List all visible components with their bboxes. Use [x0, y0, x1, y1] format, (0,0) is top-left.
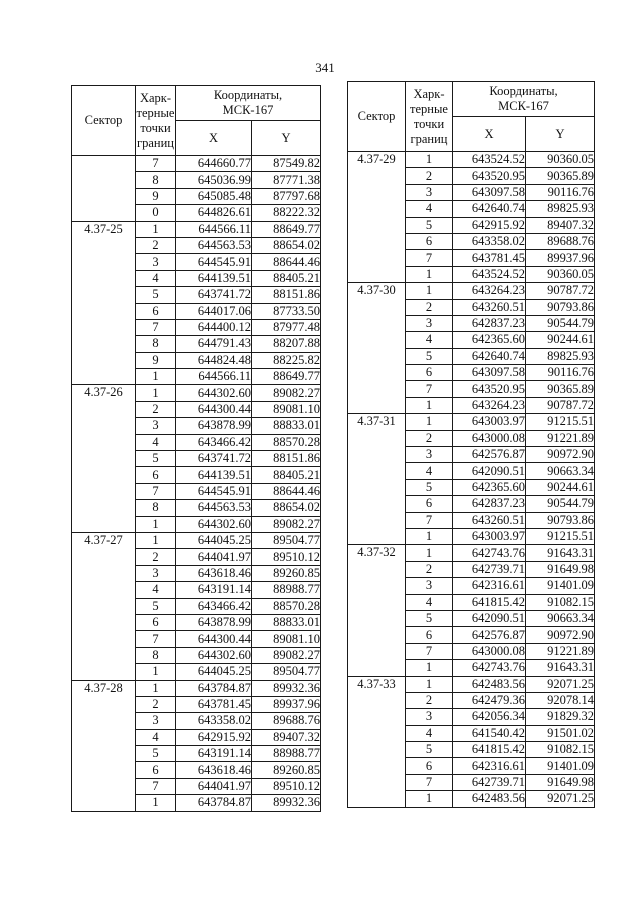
point-cell: 5	[136, 598, 176, 614]
x-cell: 641815.42	[453, 742, 526, 758]
y-cell: 89825.93	[526, 201, 595, 217]
x-cell: 642640.74	[453, 348, 526, 364]
point-cell: 1	[406, 414, 453, 430]
x-cell: 644826.61	[176, 205, 252, 221]
y-cell: 88151.86	[252, 451, 321, 467]
y-cell: 89081.10	[252, 631, 321, 647]
x-cell: 642316.61	[453, 578, 526, 594]
point-cell: 5	[136, 451, 176, 467]
x-cell: 643878.99	[176, 418, 252, 434]
x-cell: 645036.99	[176, 172, 252, 188]
y-cell: 91221.89	[526, 430, 595, 446]
coordinates-table-left	[71, 85, 321, 812]
point-cell: 1	[136, 532, 176, 548]
x-cell: 644041.97	[176, 778, 252, 794]
x-cell: 643097.58	[453, 365, 526, 381]
y-cell: 89688.76	[526, 233, 595, 249]
y-cell: 88570.28	[252, 598, 321, 614]
point-cell: 9	[136, 352, 176, 368]
x-cell: 642576.87	[453, 447, 526, 463]
y-cell: 89510.12	[252, 778, 321, 794]
x-cell: 642479.36	[453, 692, 526, 708]
point-cell: 1	[406, 791, 453, 807]
table-row	[72, 385, 321, 401]
y-cell: 89937.96	[526, 250, 595, 266]
x-cell: 644302.60	[176, 385, 252, 401]
table-row	[348, 414, 595, 430]
y-header: Y	[252, 121, 321, 156]
x-cell: 643520.95	[453, 381, 526, 397]
y-cell: 88225.82	[252, 352, 321, 368]
x-cell: 643358.02	[176, 713, 252, 729]
point-cell: 8	[136, 172, 176, 188]
point-cell: 3	[136, 713, 176, 729]
point-cell: 5	[406, 217, 453, 233]
point-cell: 7	[136, 156, 176, 172]
point-cell: 2	[406, 430, 453, 446]
point-cell: 1	[136, 795, 176, 811]
x-cell: 643003.97	[453, 528, 526, 544]
point-cell: 5	[406, 742, 453, 758]
point-cell: 7	[406, 643, 453, 659]
point-cell: 6	[406, 758, 453, 774]
x-cell: 644545.91	[176, 483, 252, 499]
y-cell: 87771.38	[252, 172, 321, 188]
y-cell: 89937.96	[252, 696, 321, 712]
x-cell: 643784.87	[176, 795, 252, 811]
y-cell: 90972.90	[526, 447, 595, 463]
x-cell: 643358.02	[453, 233, 526, 249]
point-cell: 1	[136, 385, 176, 401]
y-cell: 90365.89	[526, 381, 595, 397]
sector-cell: 4.37-31	[348, 414, 406, 545]
x-cell: 644300.44	[176, 401, 252, 417]
x-cell: 644660.77	[176, 156, 252, 172]
y-cell: 88833.01	[252, 614, 321, 630]
point-cell: 4	[136, 582, 176, 598]
sector-cell: 4.37-30	[348, 283, 406, 414]
x-cell: 643097.58	[453, 184, 526, 200]
point-cell: 2	[136, 237, 176, 253]
x-cell: 643520.95	[453, 168, 526, 184]
sector-cell: 4.37-27	[72, 532, 136, 680]
page-number: 341	[315, 60, 335, 75]
point-cell: 5	[406, 610, 453, 626]
y-cell: 90793.86	[526, 299, 595, 315]
y-cell: 90663.34	[526, 610, 595, 626]
y-cell: 89510.12	[252, 549, 321, 565]
point-cell: 6	[406, 233, 453, 249]
x-cell: 643781.45	[176, 696, 252, 712]
x-cell: 644139.51	[176, 467, 252, 483]
y-cell: 90663.34	[526, 463, 595, 479]
y-cell: 91082.15	[526, 742, 595, 758]
y-cell: 90787.72	[526, 397, 595, 413]
y-cell: 87549.82	[252, 156, 321, 172]
y-cell: 90116.76	[526, 184, 595, 200]
x-cell: 643264.23	[453, 283, 526, 299]
points-header	[406, 82, 453, 152]
point-cell: 8	[136, 500, 176, 516]
y-cell: 89825.93	[526, 348, 595, 364]
coordinates-header-line: Координаты,	[213, 88, 283, 102]
point-cell: 8	[136, 647, 176, 663]
point-cell: 1	[406, 397, 453, 413]
x-cell: 642365.60	[453, 332, 526, 348]
x-cell: 644045.25	[176, 532, 252, 548]
y-cell: 90360.05	[526, 266, 595, 282]
x-cell: 643260.51	[453, 512, 526, 528]
y-cell: 91501.02	[526, 725, 595, 741]
x-header: X	[453, 117, 526, 152]
y-cell: 88988.77	[252, 746, 321, 762]
x-cell: 644563.53	[176, 500, 252, 516]
point-cell: 6	[136, 762, 176, 778]
point-cell: 2	[136, 696, 176, 712]
x-cell: 642090.51	[453, 463, 526, 479]
x-cell: 644041.97	[176, 549, 252, 565]
point-cell: 8	[136, 336, 176, 352]
y-cell: 87977.48	[252, 319, 321, 335]
sector-cell	[72, 156, 136, 222]
x-cell: 643524.52	[453, 266, 526, 282]
y-cell: 91215.51	[526, 528, 595, 544]
points-header-line: терные	[410, 101, 448, 116]
sector-cell: 4.37-32	[348, 545, 406, 676]
y-cell: 89504.77	[252, 664, 321, 680]
point-cell: 1	[136, 680, 176, 696]
point-cell: 1	[406, 676, 453, 692]
sector-cell: 4.37-29	[348, 152, 406, 283]
y-cell: 91649.98	[526, 774, 595, 790]
point-cell: 7	[406, 512, 453, 528]
y-cell: 91401.09	[526, 758, 595, 774]
y-cell: 90244.61	[526, 332, 595, 348]
y-cell: 88405.21	[252, 270, 321, 286]
y-cell: 89688.76	[252, 713, 321, 729]
y-cell: 91643.31	[526, 660, 595, 676]
x-cell: 644400.12	[176, 319, 252, 335]
x-cell: 642090.51	[453, 610, 526, 626]
y-cell: 88222.32	[252, 205, 321, 221]
x-cell: 643466.42	[176, 598, 252, 614]
point-cell: 5	[136, 746, 176, 762]
x-cell: 643191.14	[176, 582, 252, 598]
point-cell: 4	[406, 594, 453, 610]
y-cell: 89407.32	[252, 729, 321, 745]
table-row	[348, 545, 595, 561]
points-header-line: точки	[140, 120, 171, 135]
y-cell: 90360.05	[526, 152, 595, 168]
point-cell: 4	[136, 434, 176, 450]
coordinates-header	[176, 86, 321, 121]
y-cell: 91401.09	[526, 578, 595, 594]
point-cell: 2	[406, 168, 453, 184]
x-cell: 642915.92	[176, 729, 252, 745]
y-cell: 92071.25	[526, 791, 595, 807]
x-cell: 643618.46	[176, 762, 252, 778]
y-cell: 90972.90	[526, 627, 595, 643]
x-cell: 642365.60	[453, 479, 526, 495]
x-cell: 644563.53	[176, 237, 252, 253]
point-cell: 2	[136, 401, 176, 417]
point-cell: 1	[136, 221, 176, 237]
x-cell: 642837.23	[453, 496, 526, 512]
sector-header: Сектор	[72, 86, 136, 156]
x-cell: 643000.08	[453, 430, 526, 446]
y-cell: 91643.31	[526, 545, 595, 561]
x-cell: 642739.71	[453, 774, 526, 790]
y-cell: 89504.77	[252, 532, 321, 548]
y-cell: 89082.27	[252, 516, 321, 532]
point-cell: 2	[136, 549, 176, 565]
point-cell: 3	[406, 709, 453, 725]
y-cell: 88570.28	[252, 434, 321, 450]
coordinates-header	[453, 82, 595, 117]
x-cell: 644302.60	[176, 647, 252, 663]
point-cell: 4	[406, 201, 453, 217]
x-cell: 642837.23	[453, 315, 526, 331]
y-cell: 88833.01	[252, 418, 321, 434]
x-cell: 642739.71	[453, 561, 526, 577]
x-header: X	[176, 121, 252, 156]
x-cell: 644566.11	[176, 369, 252, 385]
point-cell: 2	[406, 299, 453, 315]
coordinates-header-line: Координаты,	[489, 84, 558, 98]
y-cell: 90793.86	[526, 512, 595, 528]
x-cell: 642743.76	[453, 660, 526, 676]
x-cell: 643260.51	[453, 299, 526, 315]
table-row	[348, 152, 595, 168]
y-cell: 91082.15	[526, 594, 595, 610]
sector-header: Сектор	[348, 82, 406, 152]
coordinates-header-line: МСК-167	[498, 99, 549, 113]
x-cell: 643741.72	[176, 451, 252, 467]
y-cell: 87733.50	[252, 303, 321, 319]
point-cell: 1	[406, 545, 453, 561]
table-row	[72, 532, 321, 548]
y-cell: 91215.51	[526, 414, 595, 430]
y-header: Y	[526, 117, 595, 152]
point-cell: 6	[136, 467, 176, 483]
y-cell: 91221.89	[526, 643, 595, 659]
x-cell: 644791.43	[176, 336, 252, 352]
x-cell: 644824.48	[176, 352, 252, 368]
point-cell: 7	[406, 250, 453, 266]
y-cell: 88649.77	[252, 221, 321, 237]
point-cell: 3	[136, 418, 176, 434]
y-cell: 90365.89	[526, 168, 595, 184]
sector-cell: 4.37-25	[72, 221, 136, 385]
x-cell: 644566.11	[176, 221, 252, 237]
point-cell: 7	[406, 381, 453, 397]
coordinates-header-line: МСК-167	[222, 103, 274, 117]
y-cell: 89932.36	[252, 680, 321, 696]
point-cell: 7	[136, 483, 176, 499]
point-cell: 1	[406, 152, 453, 168]
point-cell: 3	[136, 565, 176, 581]
y-cell: 91829.32	[526, 709, 595, 725]
x-cell: 643741.72	[176, 287, 252, 303]
table-row	[72, 680, 321, 696]
y-cell: 88988.77	[252, 582, 321, 598]
table-row	[72, 221, 321, 237]
x-cell: 644302.60	[176, 516, 252, 532]
x-cell: 643784.87	[176, 680, 252, 696]
point-cell: 6	[136, 303, 176, 319]
x-cell: 641815.42	[453, 594, 526, 610]
point-cell: 1	[406, 283, 453, 299]
point-cell: 6	[406, 627, 453, 643]
point-cell: 3	[406, 447, 453, 463]
table-row	[348, 283, 595, 299]
y-cell: 89932.36	[252, 795, 321, 811]
x-cell: 643003.97	[453, 414, 526, 430]
point-cell: 6	[406, 496, 453, 512]
point-cell: 4	[136, 270, 176, 286]
point-cell: 2	[406, 692, 453, 708]
y-cell: 92071.25	[526, 676, 595, 692]
x-cell: 642483.56	[453, 791, 526, 807]
y-cell: 89260.85	[252, 565, 321, 581]
sector-cell: 4.37-28	[72, 680, 136, 811]
y-cell: 88654.02	[252, 500, 321, 516]
x-cell: 643191.14	[176, 746, 252, 762]
y-cell: 92078.14	[526, 692, 595, 708]
x-cell: 643524.52	[453, 152, 526, 168]
sector-cell: 4.37-33	[348, 676, 406, 807]
point-cell: 7	[136, 319, 176, 335]
coordinates-table-right	[347, 81, 595, 808]
point-cell: 7	[136, 778, 176, 794]
x-cell: 644139.51	[176, 270, 252, 286]
x-cell: 643264.23	[453, 397, 526, 413]
point-cell: 3	[406, 315, 453, 331]
x-cell: 642743.76	[453, 545, 526, 561]
point-cell: 1	[406, 266, 453, 282]
points-header-line: Харк-	[413, 86, 445, 101]
y-cell: 90787.72	[526, 283, 595, 299]
point-cell: 1	[136, 369, 176, 385]
y-cell: 88649.77	[252, 369, 321, 385]
point-cell: 7	[136, 631, 176, 647]
point-cell: 6	[406, 365, 453, 381]
point-cell: 5	[136, 287, 176, 303]
x-cell: 644545.91	[176, 254, 252, 270]
point-cell: 1	[406, 660, 453, 676]
point-cell: 2	[406, 561, 453, 577]
y-cell: 90544.79	[526, 496, 595, 512]
point-cell: 4	[406, 332, 453, 348]
point-cell: 5	[406, 348, 453, 364]
table-row	[72, 156, 321, 172]
x-cell: 643000.08	[453, 643, 526, 659]
y-cell: 87797.68	[252, 188, 321, 204]
point-cell: 5	[406, 479, 453, 495]
y-cell: 91649.98	[526, 561, 595, 577]
y-cell: 88644.46	[252, 483, 321, 499]
x-cell: 642915.92	[453, 217, 526, 233]
sector-cell: 4.37-26	[72, 385, 136, 533]
point-cell: 6	[136, 614, 176, 630]
x-cell: 642056.34	[453, 709, 526, 725]
y-cell: 90544.79	[526, 315, 595, 331]
point-cell: 3	[406, 184, 453, 200]
x-cell: 643878.99	[176, 614, 252, 630]
point-cell: 9	[136, 188, 176, 204]
y-cell: 88405.21	[252, 467, 321, 483]
point-cell: 4	[136, 729, 176, 745]
x-cell: 642640.74	[453, 201, 526, 217]
y-cell: 88207.88	[252, 336, 321, 352]
x-cell: 643618.46	[176, 565, 252, 581]
points-header-line: точки	[413, 116, 445, 131]
x-cell: 642576.87	[453, 627, 526, 643]
points-header-line: границ	[410, 131, 448, 146]
y-cell: 89082.27	[252, 385, 321, 401]
point-cell: 0	[136, 205, 176, 221]
x-cell: 641540.42	[453, 725, 526, 741]
points-header-line: терные	[136, 105, 175, 120]
y-cell: 88654.02	[252, 237, 321, 253]
y-cell: 88644.46	[252, 254, 321, 270]
points-header-line: Харк-	[139, 90, 172, 105]
point-cell: 7	[406, 774, 453, 790]
x-cell: 642483.56	[453, 676, 526, 692]
x-cell: 645085.48	[176, 188, 252, 204]
point-cell: 1	[136, 664, 176, 680]
point-cell: 1	[136, 516, 176, 532]
point-cell: 3	[136, 254, 176, 270]
x-cell: 644045.25	[176, 664, 252, 680]
point-cell: 3	[406, 578, 453, 594]
y-cell: 89082.27	[252, 647, 321, 663]
y-cell: 89407.32	[526, 217, 595, 233]
y-cell: 89260.85	[252, 762, 321, 778]
x-cell: 644300.44	[176, 631, 252, 647]
x-cell: 643466.42	[176, 434, 252, 450]
point-cell: 4	[406, 725, 453, 741]
table-row	[348, 676, 595, 692]
x-cell: 644017.06	[176, 303, 252, 319]
points-header-line: границ	[137, 135, 174, 150]
x-cell: 642316.61	[453, 758, 526, 774]
point-cell: 1	[406, 528, 453, 544]
x-cell: 643781.45	[453, 250, 526, 266]
point-cell: 4	[406, 463, 453, 479]
points-header	[136, 86, 176, 156]
y-cell: 89081.10	[252, 401, 321, 417]
y-cell: 90116.76	[526, 365, 595, 381]
y-cell: 90244.61	[526, 479, 595, 495]
y-cell: 88151.86	[252, 287, 321, 303]
